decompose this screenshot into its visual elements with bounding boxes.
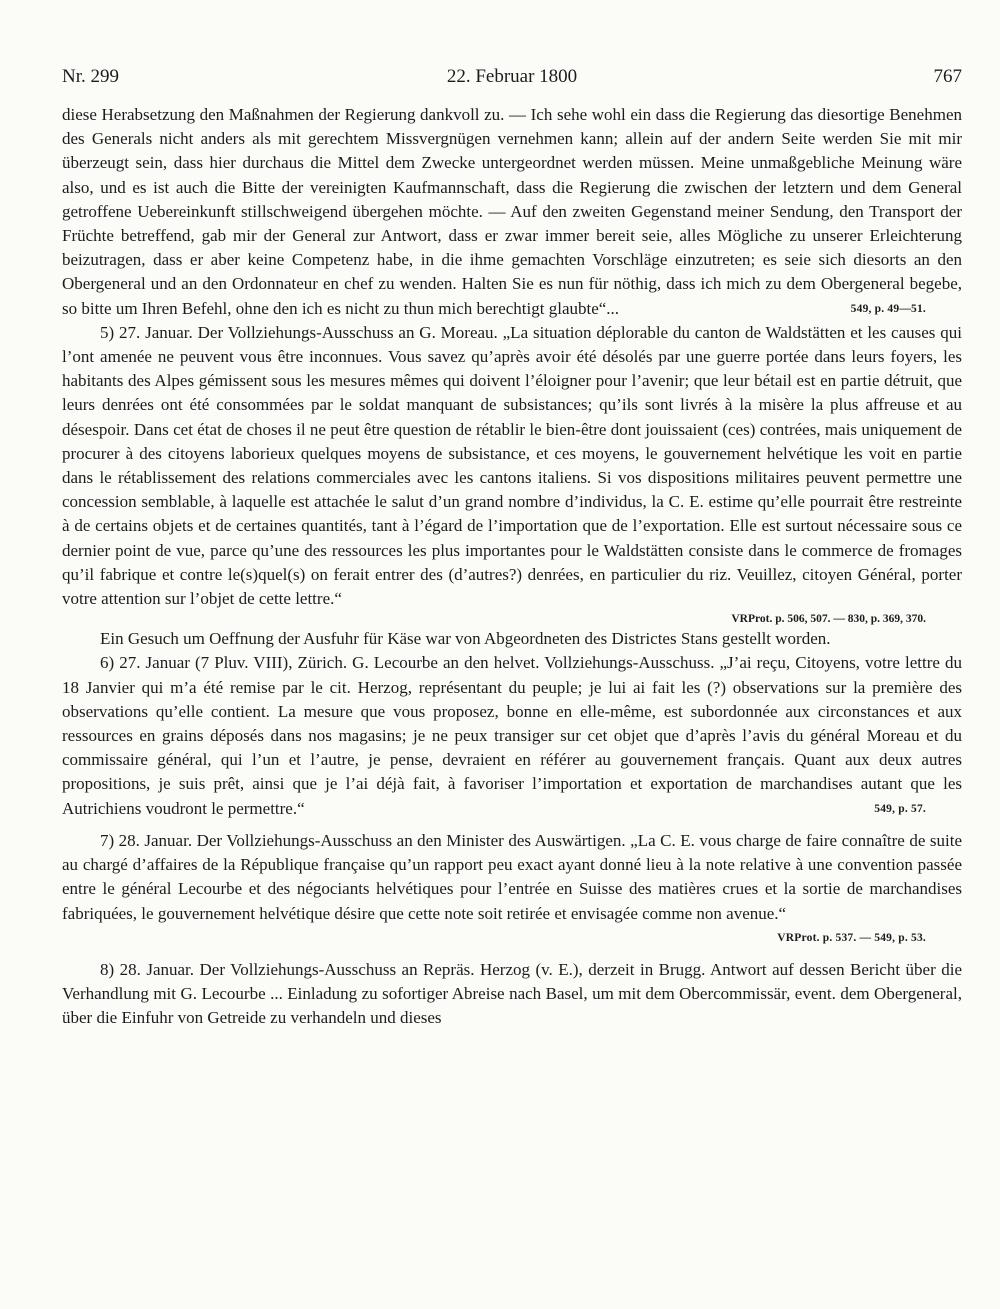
page-header xyxy=(62,66,962,94)
paragraph-5 xyxy=(62,829,962,944)
paragraph-5-reference: VRProt. p. 537. — 549, p. 53. xyxy=(777,931,926,944)
paragraph-4-text: 6) 27. Januar (7 Pluv. VIII), Zürich. G. Lecourbe an den helvet. Vollziehungs-Ausschuss. „J’ai reçu, Citoyens, votre lettre du 18 Janvier qui m’a été remise par le cit. Herzog, représentant du peuple; je lui ai fait les (?) observations sur la première des observations qu’elle contient. La mesure que vous proposez, bonne en elle-même, est subordonnée aux circonstances et aux ressources en grains déposés dans nos magasins; je ne peux transiger sur cet objet que d’après l’avis du général Moreau et du commissaire général, qui l’un et l’autre, je pense, devraient en référer au gouvernement français. Quant aux deux autres propositions, je suis prêt, ainsi que je l’ai déjà fait, à favoriser l’importation et exportation de marchandises autant que les Autrichiens voudront le permettre.“ xyxy=(62,653,962,818)
document-date: 22. Februar 1800 xyxy=(446,66,578,87)
paragraph-2 xyxy=(62,321,962,611)
paragraph-1 xyxy=(62,103,962,321)
paragraph-3 xyxy=(62,627,962,651)
paragraph-1-text: diese Herabsetzung den Maßnahmen der Regierung dankvoll zu. — Ich sehe wohl ein dass die Regierung das diesortige Benehmen des Generals nicht anders als mit gerechtem Missvergnügen vernehmen kann; allein auf der andern Seite werden Sie mit mir überzeugt sein, dass hier durchaus die Mittel dem Zwecke untergeordnet werden müssen. Meine unmaßgebliche Meinung wäre also, und es ist auch die Bitte der vereinigten Kaufmannschaft, dass die Regierung die zwischen der letztern und dem General getroffene Uebereinkunft stillschweigend übergehen möchte. — Auf den zweiten Gegenstand meiner Sendung, den Transport der Früchte betreffend, gab mir der General zur Antwort, dass er zwar immer bereit seie, alles Mögliche zu unserer Erleichterung beizutragen, dass er aber keine Competenz habe, in die ihme gemachten Vorschläge einzutreten; es seie sich diesorts an den Obergeneral und an den Ordonnateur en chef zu wenden. Halten Sie es nun für nöthig, dass ich mich zu dem Obergeneral begebe, so bitte um Ihren Befehl, ohne den ich es nicht zu thun mich berechtigt glaubte“... xyxy=(62,105,962,318)
paragraph-5-text: 7) 28. Januar. Der Vollziehungs-Ausschuss an den Minister des Auswärtigen. „La C. E. vous charge de faire connaître de suite au chargé d’affaires de la République française qu’un rapport peu exact ayant donné lieu à la note relative à une convention passée entre le général Lecourbe et des négociants helvétiques pour l’entrée en Suisse des matières crues et la sortie de marchandises fabriquées, le gouvernement helvétique désire que cette note soit retirée et envisagée comme non avenue.“ xyxy=(62,830,962,923)
paragraph-6 xyxy=(62,958,962,1031)
paragraph-2-reference: VRProt. p. 506, 507. — 830, p. 369, 370. xyxy=(731,613,926,626)
paragraph-2-text: 5) 27. Januar. Der Vollziehungs-Ausschuss an G. Moreau. „La situation déplorable du canton de Waldstätten et les causes qui l’ont amenée ne peuvent vous être inconnues. Vous savez qu’après avoir été désolés par une guerre portée dans leurs foyers, les habitants des Alpes gémissent sous les mesures mêmes qui doivent l’éloigner pour l’avenir; que leur bétail est en partie détruit, que leurs denrées ont été consommées par le soldat manquant de subsistances; qu’ils sont livrés à la misère la plus affreuse et au désespoir. Dans cet état de choses il ne peut être question de rétablir le bien-être dont jouissaient (ces) contrées, mais uniquement de procurer à des citoyens laborieux quelques moyens de subsistance, et ces moyens, le gouvernement helvétique les voit en partie dans le rétablissement des relations commerciales avec les cantons italiens. Si vos dispositions militaires peuvent permettre une concession semblable, à laquelle est attachée le salut d’un grand nombre d’individus, la C. E. estime qu’elle pourrait être restreinte à de certains objets et de certaines quantités, tant à l’égard de l’importation que de l’exportation. Elle est surtout nécessaire sous ce dernier point de vue, parce qu’une des ressources les plus importantes pour le Waldstätten consiste dans le commerce de fromages qu’il fabrique et contre le(s)quel(s) on ferait entrer des (d’autres?) denrées, en particulier du riz. Veuillez, citoyen Général, porter votre attention sur l’objet de cette lettre.“ xyxy=(62,322,962,609)
paragraph-4-reference: 549, p. 57. xyxy=(874,802,926,815)
paragraph-1-reference: 549, p. 49—51. xyxy=(850,302,926,315)
paragraph-4 xyxy=(62,651,962,820)
document-number: Nr. 299 xyxy=(62,66,119,87)
paragraph-3-text: Ein Gesuch um Oeffnung der Ausfuhr für Käse war von Abgeordneten des Districtes Stans gestellt worden. xyxy=(100,629,831,649)
page-number: 767 xyxy=(933,66,962,87)
paragraph-6-text: 8) 28. Januar. Der Vollziehungs-Ausschuss an Repräs. Herzog (v. E.), derzeit in Brugg. Antwort auf dessen Bericht über die Verhandlung mit G. Lecourbe ... Einladung zu sofortiger Abreise nach Basel, um mit dem Obercommissär, event. dem Obergeneral, über die Einfuhr von Getreide zu verhandeln und dieses xyxy=(62,959,962,1028)
page-body xyxy=(62,103,962,1031)
